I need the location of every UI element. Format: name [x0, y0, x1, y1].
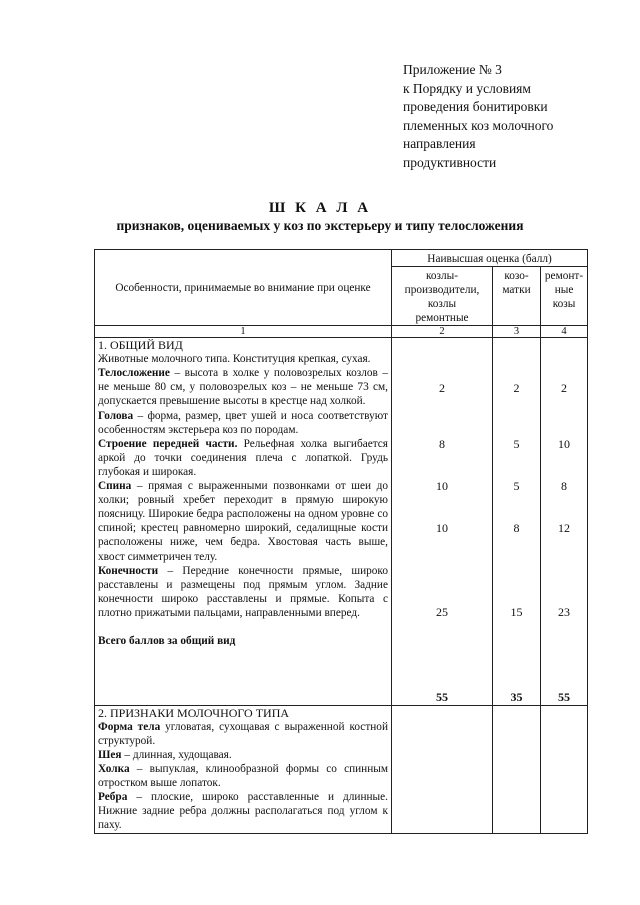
feature-text: Рельефная холка выгибается аркой до точки соединения плеча с лопаткой. Грудь глубокая и широкая. — [98, 437, 389, 478]
feature-name: Холка — [98, 763, 130, 776]
appendix-line: к Порядку и условиям — [403, 80, 531, 96]
feature-item — [98, 720, 388, 748]
score-value: 12 — [558, 521, 571, 536]
appendix-line: продуктивности — [403, 154, 497, 170]
score-value: 8 — [561, 479, 568, 494]
feature-name: Ребра — [98, 791, 128, 804]
young-does-scores-empty — [541, 705, 588, 833]
feature-text: – длинная, худощавая. — [121, 748, 232, 761]
section2-features — [95, 705, 392, 833]
score-value: 10 — [558, 437, 571, 452]
feature-item — [98, 748, 388, 762]
column-number: 2 — [392, 326, 493, 338]
appendix-block — [403, 61, 553, 172]
document-title: Ш К А Л А — [268, 200, 372, 216]
score-value: 8 — [513, 521, 520, 536]
column-number-row — [95, 326, 588, 338]
bucks-scores — [392, 338, 493, 706]
young-does-scores — [541, 338, 588, 706]
bucks-scores-empty — [392, 705, 493, 833]
appendix-line: проведения бонитировки — [403, 99, 548, 114]
scoring-table — [94, 249, 588, 834]
feature-text: – прямая с выраженными позвонками от шеи до холки; ровный хребет переходит в прямую широкую поясницу. Широкие бедра расположены на одном уровне со спиной; крестец равномерно широкий, седалищные кости расположены ниже, чем бедра. Хвостовая часть выше, хвост симметричен телу. — [98, 480, 388, 563]
section-title: 2. ПРИЗНАКИ МОЛОЧНОГО ТИПА — [98, 705, 290, 720]
feature-name: Строение передней части. — [98, 437, 238, 450]
feature-item — [98, 762, 388, 790]
appendix-line: направления — [403, 136, 476, 151]
feature-text: – форма, размер, цвет ушей и носа соответствуют особенностям экстерьера коз по породам. — [98, 409, 388, 436]
section-title: 1. ОБЩИЙ ВИД — [98, 338, 183, 353]
feature-item — [98, 790, 388, 832]
feature-text: угловатая, сухощавая с выраженной костной структурой. — [98, 720, 388, 747]
feature-name: Спина — [98, 480, 132, 493]
score-value: 23 — [558, 605, 571, 620]
total-value: 55 — [558, 689, 571, 704]
feature-item — [98, 437, 388, 479]
feature-text: – плоские, широко расставленные и длинные. Нижние задние ребра должны располагаться под углом к паху. — [98, 791, 388, 832]
bucks-column-header: козлы- производители, козлы ремонтные — [392, 267, 493, 326]
score-value: 15 — [510, 605, 523, 620]
column-number: 4 — [541, 326, 588, 338]
feature-item — [98, 366, 388, 408]
total-value: 55 — [436, 689, 448, 704]
score-value: 25 — [436, 605, 448, 620]
appendix-line: племенных коз молочного — [403, 117, 554, 133]
score-value: 2 — [561, 381, 568, 396]
feature-name: Конечности — [98, 564, 159, 577]
score-value: 10 — [436, 479, 448, 494]
does-column-header: козо- матки — [493, 267, 541, 326]
section1-features — [95, 338, 392, 706]
score-value: 10 — [436, 521, 448, 536]
score-value: 2 — [439, 381, 445, 396]
section1-row — [95, 338, 588, 706]
document-subtitle: признаков, оцениваемых у коз по экстерьеру и типу телосложения — [116, 218, 524, 233]
appendix-line: Приложение № 3 — [403, 62, 502, 77]
score-value: 2 — [513, 381, 520, 396]
column-number: 1 — [95, 326, 392, 338]
section-intro: Животные молочного типа. Конституция крепкая, сухая. — [98, 353, 371, 366]
feature-item — [98, 409, 388, 437]
feature-text: – высота в холке у половозрелых козлов – не меньше 80 см, у половозрелых коз – не меньше 73 см, допускается превышение высоты в крестце над холкой. — [98, 367, 388, 408]
feature-column-header: Особенности, принимаемые во внимание при оценке — [95, 250, 392, 326]
does-scores — [493, 338, 541, 706]
header-row — [95, 250, 588, 267]
feature-item — [98, 564, 388, 620]
does-scores-empty — [493, 705, 541, 833]
score-value: 5 — [513, 479, 520, 494]
young-does-column-header: ремонт- ные козы — [541, 267, 588, 326]
feature-name: Шея — [98, 748, 122, 761]
score-value: 8 — [439, 437, 445, 452]
feature-name: Телосложение — [98, 367, 170, 380]
feature-name: Форма тела — [98, 720, 161, 733]
total-value: 35 — [510, 689, 523, 704]
feature-text: – выпуклая, клинообразной формы со спинным отростком выше лопаток. — [98, 763, 388, 790]
feature-name: Голова — [98, 409, 134, 422]
max-score-header: Наивысшая оценка (балл) — [392, 250, 588, 267]
column-number: 3 — [493, 326, 541, 338]
feature-item — [98, 479, 388, 564]
score-value: 5 — [513, 437, 520, 452]
total-label: Всего баллов за общий вид — [98, 634, 236, 647]
feature-text: – Передние конечности прямые, широко расставлены и размещены под прямым углом. Задние конечности широко расставлены и прямые. Копыта с плотно прижатыми пальцами, направленными вперед. — [98, 564, 388, 619]
section2-row — [95, 705, 588, 833]
